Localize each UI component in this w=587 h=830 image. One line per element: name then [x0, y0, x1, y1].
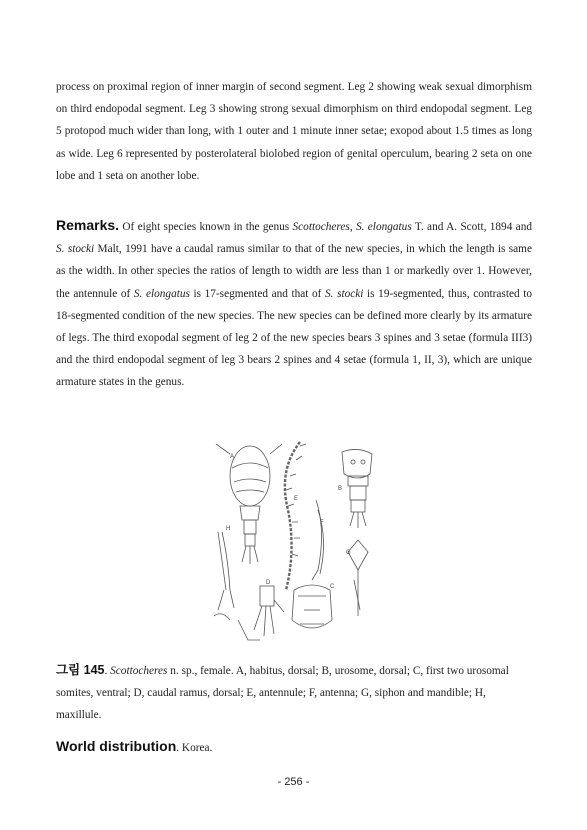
- figure-label-b: B: [338, 486, 343, 492]
- remarks-text-4: Malt, 1991 have a caudal ramus similar to that of the new species, in which the length is same as the width. In other species the ratios of length to width are less than 1 or markedly over 1. However, the antennule of: [56, 243, 532, 300]
- description-paragraph: process on proximal region of inner margin of second segment. Leg 2 showing weak sexual dimorphism on third endopodal segment. Leg 3 showing strong sexual dimorphism on third endopodal segment. Leg 5 protopod much wider than long, with 1 outer and 1 minute inner setae; exopod about 1.5 times as long as wide. Leg 6 represented by posterolateral biolobed region of genital operculum, bearing 2 seta on one lobe and 1 seta on another lobe.: [56, 81, 532, 182]
- figure-label-f: F: [320, 520, 324, 526]
- species-name: S. elongatus: [355, 221, 412, 233]
- siphon-drawing: [348, 540, 368, 616]
- remarks-heading: Remarks.: [56, 217, 120, 233]
- caption-genus: Scottocheres: [110, 665, 168, 677]
- figure-label-a: A: [230, 454, 235, 460]
- caption-label: 그림 145: [56, 663, 105, 677]
- world-distribution-text: . Korea.: [176, 742, 213, 754]
- remarks-text-1: Of eight species known in the genus: [119, 221, 293, 233]
- habitus-drawing: [216, 444, 282, 564]
- figure-label-e: E: [294, 496, 299, 502]
- antennule-drawing: [285, 442, 306, 590]
- species-name: S. elongatus: [133, 287, 190, 300]
- maxillule-drawing: [214, 532, 234, 620]
- figure-label-g: G: [346, 550, 351, 556]
- urosomal-somites-drawing: [292, 585, 332, 628]
- figure-label-d: D: [266, 580, 271, 586]
- species-name: S. stocki: [56, 243, 95, 256]
- specimen-figure: [208, 440, 380, 652]
- genus-name: Scottocheres: [292, 221, 350, 233]
- figure-caption: [56, 659, 532, 727]
- caudal-ramus-drawing: [238, 586, 284, 640]
- figure-label-h: H: [226, 526, 231, 532]
- remarks-text-5: is 17-segmented and that of: [189, 287, 326, 300]
- page-number: - 256 -: [277, 776, 310, 788]
- remarks-text-3: T. and A. Scott, 1894 and: [411, 221, 532, 233]
- world-distribution: [56, 738, 212, 754]
- caption-text: n. sp., female. A, habitus, dorsal; B, urosome, dorsal; C, first two urosomal somites, ventral; D, caudal ramus, dorsal; E, antennule; F, antenna; G, siphon and mandible; H, maxillule.: [56, 665, 509, 722]
- species-name: S. stocki: [325, 287, 364, 300]
- remarks-paragraph: [56, 214, 532, 394]
- caption-dot: .: [104, 665, 111, 677]
- antenna-drawing: [312, 500, 324, 580]
- remarks-text-2: ,: [349, 221, 356, 233]
- figure-label-c: C: [330, 584, 335, 590]
- world-distribution-heading: World distribution: [56, 738, 177, 754]
- remarks-text-6: is 19-segmented, thus, contrasted to 18-segmented condition of the new species. The new species can be defined more clearly by its armature of legs. The third exopodal segment of leg 2 of the new species bears 3 spines and 3 setae (formula III3) and the third endopodal segment of leg 3 bears 2 spines and 4 setae (formula 1, II, 3), which are unique armature states in the genus.: [56, 287, 533, 389]
- urosome-drawing: [342, 449, 372, 528]
